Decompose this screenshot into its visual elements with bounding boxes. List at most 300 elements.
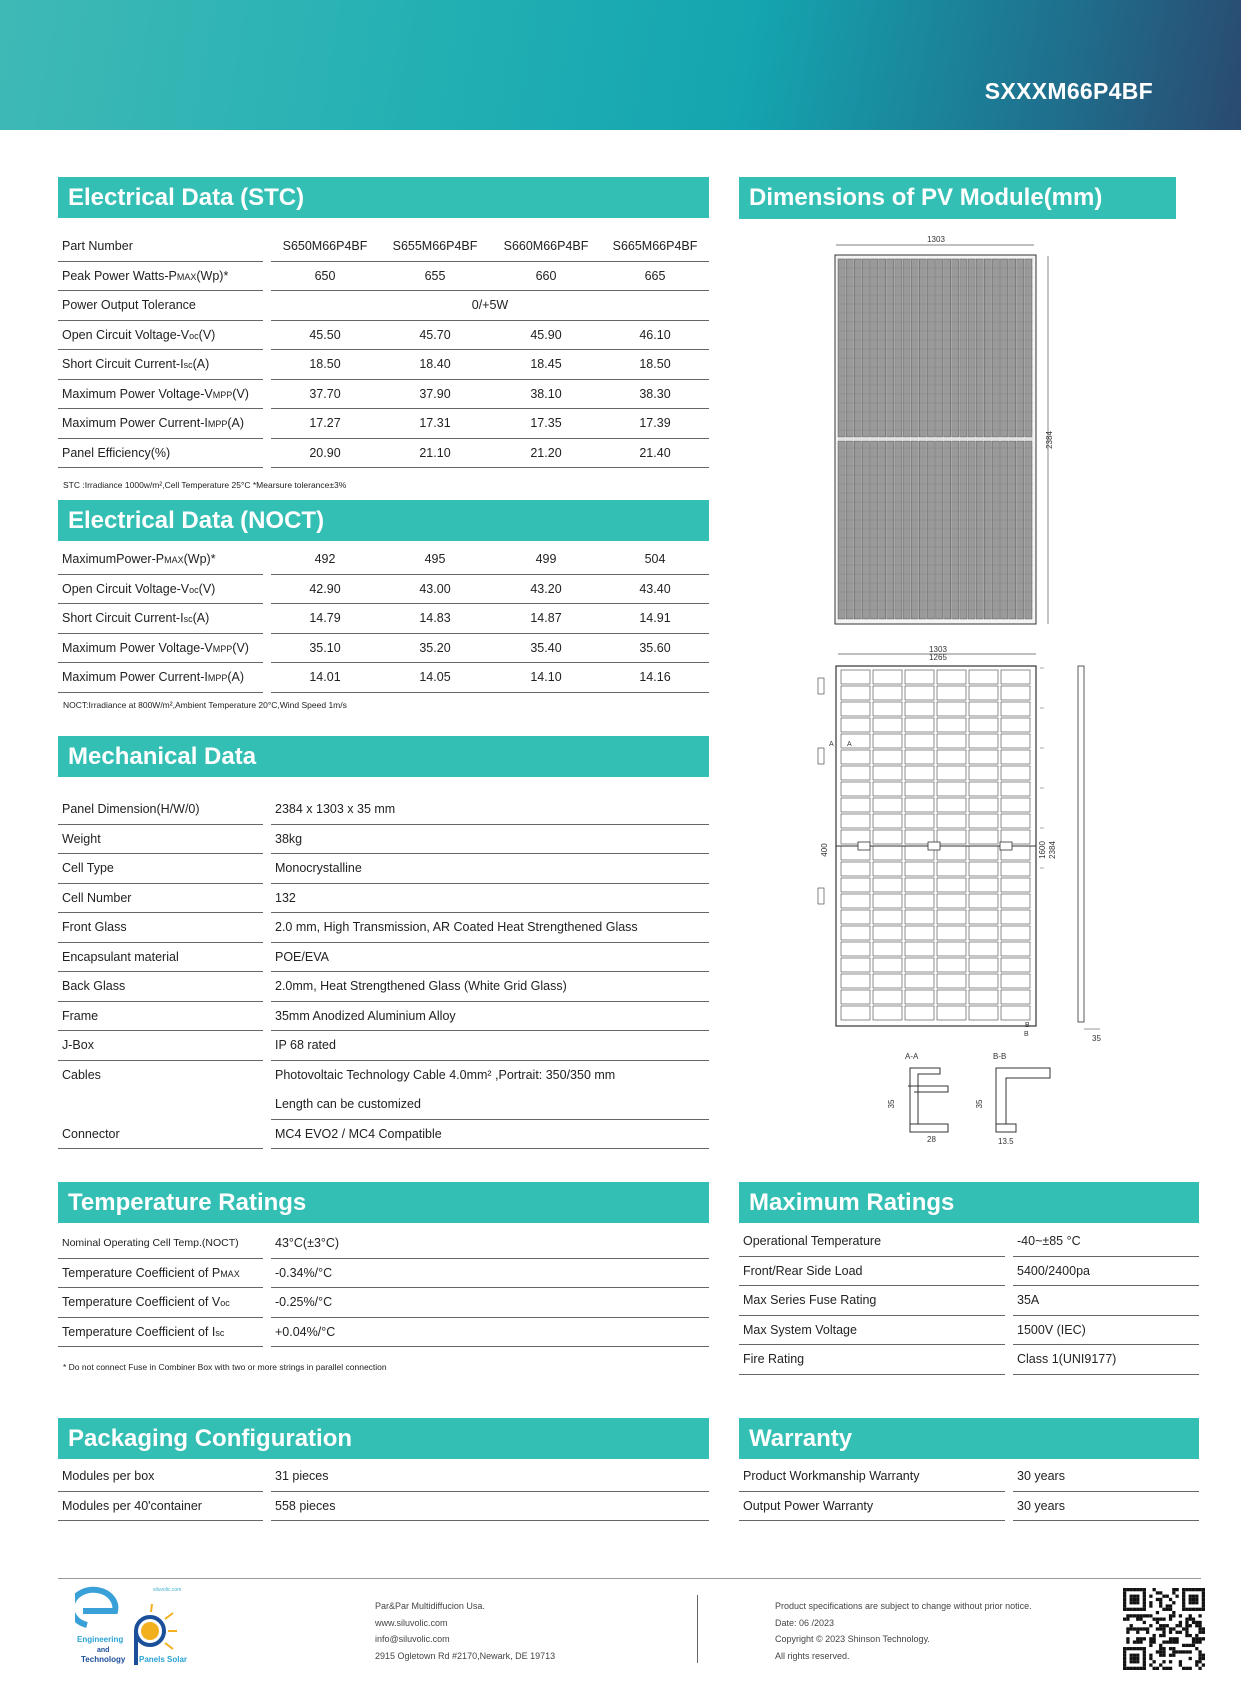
logo-technology-text: Technology: [81, 1655, 126, 1664]
junction-box-icon: [928, 842, 940, 850]
qr-module: [1175, 1588, 1178, 1591]
table-cell: 655: [379, 262, 491, 292]
back-cell: [1001, 686, 1030, 700]
qr-module: [1195, 1663, 1198, 1666]
back-cell: [969, 926, 998, 940]
back-cell: [937, 1006, 966, 1020]
back-cell: [937, 734, 966, 748]
table-cell: 665: [601, 262, 709, 292]
back-cell: [937, 894, 966, 908]
qr-module: [1195, 1647, 1198, 1650]
back-cell: [937, 750, 966, 764]
side-profile: [1078, 666, 1084, 1022]
back-cell: [873, 702, 902, 716]
company-logo: [75, 1585, 205, 1675]
qr-module: [1156, 1598, 1159, 1601]
qr-module: [1143, 1588, 1146, 1591]
qr-module: [1202, 1595, 1205, 1598]
row-label: Operational Temperature: [739, 1227, 1005, 1257]
back-cell: [841, 782, 870, 796]
back-cell: [873, 814, 902, 828]
table-cell: 45.50: [271, 321, 379, 351]
table-row: [58, 232, 709, 262]
model-name: SXXXM66P4BF: [984, 78, 1153, 104]
qr-module: [1198, 1637, 1201, 1640]
qr-module: [1162, 1667, 1165, 1670]
row-label: MaximumPower-PMAX(Wp)*: [58, 545, 263, 575]
back-cell: [1001, 990, 1030, 1004]
qr-module: [1126, 1647, 1129, 1650]
qr-module: [1156, 1611, 1159, 1614]
table-cell: 14.91: [601, 604, 709, 634]
qr-module: [1136, 1631, 1139, 1634]
qr-module: [1136, 1588, 1139, 1591]
dim-profile-width-label: 13.5: [998, 1137, 1014, 1146]
mechanical-table: [58, 795, 709, 1149]
row-label: Connector: [58, 1120, 263, 1150]
qr-module: [1185, 1650, 1188, 1653]
back-cell: [969, 814, 998, 828]
table-cell: 495: [379, 545, 491, 575]
qr-module: [1133, 1657, 1136, 1660]
qr-module: [1198, 1654, 1201, 1657]
cell-strip: [854, 259, 861, 437]
cell-strip: [992, 441, 999, 619]
qr-module: [1172, 1650, 1175, 1653]
qr-module: [1139, 1640, 1142, 1643]
qr-module: [1130, 1608, 1133, 1611]
logo-sun-icon: [141, 1622, 159, 1640]
cell-strip: [944, 259, 951, 437]
back-cell: [937, 702, 966, 716]
qr-module: [1169, 1604, 1172, 1607]
qr-module: [1189, 1667, 1192, 1670]
qr-module: [1189, 1657, 1192, 1660]
copyright-text: Copyright © 2023 Shinson Technology.: [775, 1634, 930, 1644]
back-cell: [1001, 750, 1030, 764]
back-cell: [905, 814, 934, 828]
table-row: [58, 795, 709, 825]
back-cell: [969, 974, 998, 988]
table-cell: 14.10: [491, 663, 601, 693]
table-row: [58, 321, 709, 351]
qr-module: [1159, 1598, 1162, 1601]
back-cell: [905, 702, 934, 716]
back-cell: [969, 830, 998, 844]
rights-text: All rights reserved.: [775, 1650, 850, 1661]
table-cell: 30 years: [1013, 1462, 1199, 1492]
qr-module: [1143, 1647, 1146, 1650]
qr-module: [1153, 1660, 1156, 1663]
row-label: Front/Rear Side Load: [739, 1257, 1005, 1287]
qr-module: [1166, 1608, 1169, 1611]
company-name: Par&Par Multidiffucion Usa.: [375, 1601, 485, 1611]
qr-module: [1143, 1667, 1146, 1670]
qr-module: [1149, 1624, 1152, 1627]
qr-module: [1162, 1631, 1165, 1634]
qr-module: [1130, 1595, 1133, 1598]
qr-module: [1198, 1667, 1201, 1670]
table-row: [58, 1090, 709, 1120]
cell-strip: [1017, 259, 1024, 437]
table-row: [739, 1492, 1199, 1522]
company-email[interactable]: info@siluvolic.com: [375, 1634, 450, 1644]
qr-module: [1198, 1614, 1201, 1617]
qr-module: [1192, 1637, 1195, 1640]
back-cell: [969, 894, 998, 908]
qr-module: [1156, 1591, 1159, 1594]
back-cell: [905, 1006, 934, 1020]
back-cell: [873, 718, 902, 732]
qr-module: [1182, 1627, 1185, 1630]
back-cell: [969, 958, 998, 972]
qr-module: [1149, 1663, 1152, 1666]
back-cell: [969, 702, 998, 716]
qr-module: [1156, 1650, 1159, 1653]
company-info: [375, 1598, 555, 1664]
module-front-view: [835, 245, 1048, 624]
row-label: Short Circuit Current-Isc(A): [58, 604, 263, 634]
qr-module: [1149, 1654, 1152, 1657]
cell-strip: [911, 441, 918, 619]
qr-module: [1159, 1624, 1162, 1627]
qr-module: [1198, 1631, 1201, 1634]
section-title-stc: Electrical Data (STC): [58, 177, 709, 218]
qr-module: [1156, 1627, 1159, 1630]
qr-module: [1198, 1660, 1201, 1663]
back-cell: [969, 990, 998, 1004]
row-label: Encapsulant material: [58, 943, 263, 973]
back-cell: [1001, 942, 1030, 956]
cell-strip: [976, 259, 983, 437]
dim-width-label: 1303: [927, 235, 945, 244]
logo-and-text: and: [97, 1647, 110, 1654]
cell-strip: [936, 441, 943, 619]
qr-module: [1149, 1640, 1152, 1643]
table-cell: 37.70: [271, 380, 379, 410]
qr-module: [1136, 1637, 1139, 1640]
qr-module: [1192, 1595, 1195, 1598]
qr-module: [1172, 1640, 1175, 1643]
qr-module: [1159, 1650, 1162, 1653]
table-row: [58, 604, 709, 634]
qr-module: [1143, 1604, 1146, 1607]
section-mark-a: A: [847, 741, 852, 748]
table-cell: 2.0mm, Heat Strengthened Glass (White Grid Glass): [271, 972, 709, 1002]
table-cell: 31 pieces: [271, 1462, 709, 1492]
table-row: [58, 1492, 709, 1522]
qr-module: [1133, 1667, 1136, 1670]
packaging-table: [58, 1462, 709, 1521]
section-bb-label: B-B: [993, 1052, 1007, 1061]
qr-module: [1202, 1654, 1205, 1657]
row-label: Temperature Coefficient of PMAX: [58, 1259, 263, 1289]
table-cell: 14.05: [379, 663, 491, 693]
table-cell: 0/+5W: [271, 291, 709, 321]
qr-module: [1195, 1595, 1198, 1598]
qr-module: [1182, 1601, 1185, 1604]
back-cell: [937, 910, 966, 924]
company-website[interactable]: www.siluvolic.com: [375, 1617, 448, 1628]
qr-module: [1198, 1608, 1201, 1611]
part-number-cell: S650M66P4BF: [271, 232, 379, 262]
table-cell: 17.31: [379, 409, 491, 439]
qr-module: [1156, 1667, 1159, 1670]
warranty-table: [739, 1462, 1199, 1521]
table-cell: Monocrystalline: [271, 854, 709, 884]
qr-module: [1189, 1595, 1192, 1598]
back-cell: [905, 942, 934, 956]
back-cell: [905, 862, 934, 876]
qr-module: [1175, 1624, 1178, 1627]
qr-module: [1153, 1588, 1156, 1591]
qr-module: [1123, 1667, 1126, 1670]
back-cell: [969, 846, 998, 860]
table-cell: 38.30: [601, 380, 709, 410]
table-cell: 43.00: [379, 575, 491, 605]
qr-module: [1136, 1667, 1139, 1670]
row-label: Maximum Power Current-IMPP(A): [58, 409, 263, 439]
table-row: [58, 1288, 709, 1318]
table-cell: 43.20: [491, 575, 601, 605]
qr-module: [1198, 1650, 1201, 1653]
qr-module: [1198, 1588, 1201, 1591]
cell-strip: [887, 441, 894, 619]
table-cell: 45.90: [491, 321, 601, 351]
junction-box-icon: [1000, 842, 1012, 850]
qr-module: [1130, 1627, 1133, 1630]
table-cell: 1500V (IEC): [1013, 1316, 1199, 1346]
back-cell: [873, 990, 902, 1004]
row-label: Maximum Power Current-IMPP(A): [58, 663, 263, 693]
qr-module: [1189, 1601, 1192, 1604]
qr-module: [1192, 1621, 1195, 1624]
back-cell: [1001, 878, 1030, 892]
cell-strip: [862, 441, 869, 619]
junction-box-icon: [858, 842, 870, 850]
qr-module: [1126, 1637, 1129, 1640]
cell-strip: [887, 259, 894, 437]
row-label: Fire Rating: [739, 1345, 1005, 1375]
back-cell: [873, 910, 902, 924]
row-label: Maximum Power Voltage-VMPP(V): [58, 634, 263, 664]
qr-module: [1136, 1647, 1139, 1650]
dim-inner-width-label: 1265: [929, 653, 947, 662]
back-cell: [905, 718, 934, 732]
back-cell: [937, 846, 966, 860]
cell-strip: [879, 259, 886, 437]
qr-module: [1182, 1608, 1185, 1611]
cell-strip: [838, 441, 845, 619]
qr-module: [1182, 1595, 1185, 1598]
temperature-note: * Do not connect Fuse in Combiner Box with two or more strings in parallel connection: [63, 1362, 387, 1372]
back-cell: [873, 878, 902, 892]
table-cell: 14.79: [271, 604, 379, 634]
qr-module: [1123, 1588, 1126, 1591]
table-row: [58, 380, 709, 410]
back-cell: [873, 958, 902, 972]
stc-table: [58, 232, 709, 468]
qr-module: [1139, 1627, 1142, 1630]
qr-module: [1143, 1650, 1146, 1653]
qr-module: [1136, 1657, 1139, 1660]
table-cell: Photovoltaic Technology Cable 4.0mm² ,Portrait: 350/350 mm: [275, 1068, 616, 1083]
qr-module: [1149, 1595, 1152, 1598]
cell-strip: [984, 441, 991, 619]
section-mark-a: A: [829, 741, 834, 748]
qr-module: [1139, 1608, 1142, 1611]
qr-module: [1159, 1604, 1162, 1607]
qr-module: [1202, 1637, 1205, 1640]
qr-module: [1130, 1647, 1133, 1650]
qr-module: [1123, 1618, 1126, 1621]
back-cell: [841, 1006, 870, 1020]
cell-strip: [992, 259, 999, 437]
qr-module: [1195, 1601, 1198, 1604]
qr-module: [1189, 1608, 1192, 1611]
qr-module: [1195, 1637, 1198, 1640]
row-label: Panel Efficiency(%): [58, 439, 263, 469]
qr-module: [1172, 1627, 1175, 1630]
qr-module: [1159, 1601, 1162, 1604]
qr-module: [1162, 1618, 1165, 1621]
qr-module: [1162, 1640, 1165, 1643]
qr-module: [1162, 1624, 1165, 1627]
table-cell: 35.10: [271, 634, 379, 664]
table-row: [58, 291, 709, 321]
qr-module: [1139, 1618, 1142, 1621]
logo-engineering-text: Engineering: [77, 1635, 124, 1644]
table-cell: 14.87: [491, 604, 601, 634]
back-cell: [937, 766, 966, 780]
qr-module: [1139, 1667, 1142, 1670]
qr-module: [1143, 1595, 1146, 1598]
cell-strip: [838, 259, 845, 437]
qr-module: [1130, 1601, 1133, 1604]
qr-module: [1169, 1640, 1172, 1643]
qr-module: [1189, 1618, 1192, 1621]
mount-hole-icon: [818, 748, 824, 764]
back-cell: [937, 670, 966, 684]
qr-module: [1130, 1598, 1133, 1601]
qr-module: [1159, 1644, 1162, 1647]
table-cell: 35.40: [491, 634, 601, 664]
table-row: [739, 1257, 1199, 1287]
qr-module: [1182, 1644, 1185, 1647]
table-cell: 20.90: [271, 439, 379, 469]
dim-400-label: 400: [820, 843, 829, 857]
qr-module: [1162, 1634, 1165, 1637]
table-cell: 45.70: [379, 321, 491, 351]
back-cell: [905, 782, 934, 796]
company-address: 2915 Ogletown Rd #2170,Newark, DE 19713: [375, 1650, 556, 1661]
cell-strip: [927, 259, 934, 437]
noct-note: NOCT:Irradiance at 800W/m²,Ambient Temperature 20°C,Wind Speed 1m/s: [63, 700, 347, 710]
table-row: [58, 1259, 709, 1289]
qr-module: [1172, 1591, 1175, 1594]
table-cell: 18.50: [271, 350, 379, 380]
qr-module: [1182, 1591, 1185, 1594]
back-cell: [969, 686, 998, 700]
qr-module: [1192, 1588, 1195, 1591]
back-cell: [969, 782, 998, 796]
row-label: Frame: [58, 1002, 263, 1032]
table-cell: 504: [601, 545, 709, 575]
back-cell: [905, 974, 934, 988]
table-cell: 650: [271, 262, 379, 292]
cell-strip: [871, 259, 878, 437]
table-row: [58, 634, 709, 664]
cell-strip: [1009, 259, 1016, 437]
qr-module: [1136, 1618, 1139, 1621]
qr-module: [1143, 1621, 1146, 1624]
qr-module: [1166, 1604, 1169, 1607]
cell-strip: [919, 441, 926, 619]
qr-module: [1198, 1640, 1201, 1643]
qr-module: [1143, 1598, 1146, 1601]
qr-module: [1143, 1660, 1146, 1663]
qr-module: [1192, 1618, 1195, 1621]
back-cell: [873, 686, 902, 700]
qr-module: [1179, 1621, 1182, 1624]
qr-code[interactable]: [1123, 1588, 1205, 1670]
section-aa-label: A-A: [905, 1052, 919, 1061]
row-label: Max Series Fuse Rating: [739, 1286, 1005, 1316]
table-cell: 17.39: [601, 409, 709, 439]
table-cell: 43.40: [601, 575, 709, 605]
row-label: Power Output Tolerance: [58, 291, 263, 321]
back-cell: [969, 718, 998, 732]
qr-module: [1189, 1644, 1192, 1647]
qr-module: [1133, 1595, 1136, 1598]
back-cell: [1001, 814, 1030, 828]
qr-module: [1192, 1601, 1195, 1604]
back-cell: [1001, 734, 1030, 748]
qr-module: [1195, 1660, 1198, 1663]
table-row: [58, 1031, 709, 1061]
row-label: Front Glass: [58, 913, 263, 943]
table-cell: +0.04%/°C: [271, 1318, 709, 1348]
qr-module: [1169, 1614, 1172, 1617]
qr-module: [1166, 1624, 1169, 1627]
qr-module: [1136, 1608, 1139, 1611]
table-cell: 132: [271, 884, 709, 914]
table-cell: 21.20: [491, 439, 601, 469]
back-cell: [841, 734, 870, 748]
back-cell: [841, 750, 870, 764]
table-row: [58, 663, 709, 693]
qr-module: [1198, 1627, 1201, 1630]
qr-module: [1133, 1627, 1136, 1630]
cell-strip: [1025, 441, 1032, 619]
qr-module: [1146, 1631, 1149, 1634]
table-row: [739, 1286, 1199, 1316]
section-title-mechanical: Mechanical Data: [58, 736, 709, 777]
qr-module: [1202, 1591, 1205, 1594]
qr-module: [1202, 1627, 1205, 1630]
qr-module: [1182, 1598, 1185, 1601]
table-row: [58, 825, 709, 855]
back-cell: [873, 750, 902, 764]
section-mark-b: B: [1025, 1022, 1030, 1029]
qr-module: [1146, 1614, 1149, 1617]
qr-module: [1143, 1627, 1146, 1630]
back-cell: [873, 942, 902, 956]
frame-profile-bb: [996, 1124, 1016, 1132]
back-cell: [873, 1006, 902, 1020]
cell-strip: [895, 441, 902, 619]
back-cell: [905, 910, 934, 924]
